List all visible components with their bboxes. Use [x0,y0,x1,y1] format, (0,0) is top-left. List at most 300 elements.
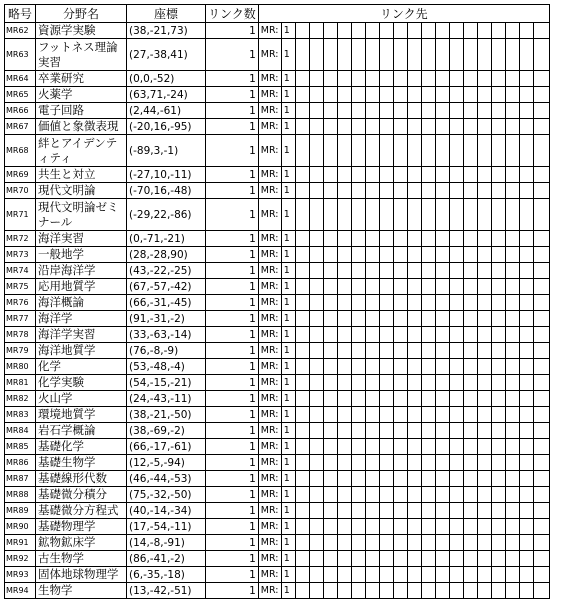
empty-link-cell [519,359,533,375]
empty-link-cell [393,503,407,519]
empty-link-cell [533,311,549,327]
empty-link-cell [337,439,351,455]
coordinate-cell: (38,-69,-2) [127,423,206,439]
empty-link-cell [309,231,323,247]
empty-link-cell [421,279,435,295]
empty-link-cell [491,311,505,327]
empty-link-cell [309,407,323,423]
empty-link-cell [323,503,337,519]
empty-link-cell [337,311,351,327]
field-name-cell: 基礎化学 [36,439,127,455]
empty-link-cell [351,279,365,295]
empty-link-cell [477,295,491,311]
empty-link-cell [463,279,477,295]
link-count-cell: 1 [206,535,259,551]
empty-link-cell [421,407,435,423]
header-field: 分野名 [36,5,127,23]
link-count-cell: 1 [206,455,259,471]
empty-link-cell [421,311,435,327]
empty-link-cell [365,439,379,455]
empty-link-cell [519,263,533,279]
empty-link-cell [435,231,449,247]
empty-link-cell [519,327,533,343]
table-row [5,167,550,183]
empty-link-cell [365,23,379,39]
link-count-cell: 1 [206,199,259,231]
empty-link-cell [407,439,421,455]
empty-link-cell [435,135,449,167]
empty-link-cell [407,167,421,183]
empty-link-cell [491,167,505,183]
table-row [5,535,550,551]
empty-link-cell [421,231,435,247]
empty-link-cell [323,391,337,407]
empty-link-cell [435,87,449,103]
link-value-cell: 1 [281,247,295,263]
field-name-cell: 海洋学 [36,311,127,327]
empty-link-cell [477,103,491,119]
empty-link-cell [435,167,449,183]
empty-link-cell [295,247,309,263]
empty-link-cell [351,135,365,167]
empty-link-cell [323,327,337,343]
empty-link-cell [337,295,351,311]
empty-link-cell [491,87,505,103]
empty-link-cell [379,199,393,231]
empty-link-cell [337,263,351,279]
empty-link-cell [393,375,407,391]
empty-link-cell [505,135,519,167]
empty-link-cell [337,375,351,391]
empty-link-cell [435,423,449,439]
empty-link-cell [309,567,323,583]
empty-link-cell [435,375,449,391]
empty-link-cell [505,231,519,247]
empty-link-cell [435,487,449,503]
empty-link-cell [533,231,549,247]
empty-link-cell [477,23,491,39]
coordinate-cell: (-70,16,-48) [127,183,206,199]
empty-link-cell [337,199,351,231]
link-prefix-cell: MR: [258,295,281,311]
link-prefix-cell: MR: [258,135,281,167]
empty-link-cell [491,23,505,39]
empty-link-cell [323,583,337,599]
empty-link-cell [505,423,519,439]
empty-link-cell [407,135,421,167]
empty-link-cell [309,247,323,263]
link-value-cell: 1 [281,183,295,199]
link-count-cell: 1 [206,327,259,343]
link-count-cell: 1 [206,183,259,199]
empty-link-cell [421,487,435,503]
field-name-cell: 固体地球物理学 [36,567,127,583]
empty-link-cell [295,39,309,71]
empty-link-cell [365,583,379,599]
empty-link-cell [421,375,435,391]
table-row [5,343,550,359]
empty-link-cell [491,295,505,311]
code-cell: MR81 [5,375,36,391]
empty-link-cell [407,535,421,551]
empty-link-cell [477,311,491,327]
empty-link-cell [309,583,323,599]
empty-link-cell [379,119,393,135]
empty-link-cell [449,391,463,407]
empty-link-cell [421,135,435,167]
empty-link-cell [309,503,323,519]
empty-link-cell [519,455,533,471]
empty-link-cell [449,263,463,279]
link-value-cell: 1 [281,375,295,391]
coordinate-cell: (6,-35,-18) [127,567,206,583]
empty-link-cell [463,583,477,599]
link-count-cell: 1 [206,439,259,455]
header-coords: 座標 [127,5,206,23]
header-abbr: 略号 [5,5,36,23]
empty-link-cell [435,71,449,87]
code-cell: MR66 [5,103,36,119]
link-prefix-cell: MR: [258,39,281,71]
empty-link-cell [379,295,393,311]
table-row [5,103,550,119]
code-cell: MR78 [5,327,36,343]
code-cell: MR90 [5,519,36,535]
field-name-cell: 海洋実習 [36,231,127,247]
table-row [5,359,550,375]
coordinate-cell: (54,-15,-21) [127,375,206,391]
empty-link-cell [379,535,393,551]
link-count-cell: 1 [206,263,259,279]
empty-link-cell [491,471,505,487]
empty-link-cell [407,231,421,247]
empty-link-cell [365,87,379,103]
empty-link-cell [421,199,435,231]
empty-link-cell [533,295,549,311]
empty-link-cell [463,263,477,279]
empty-link-cell [505,39,519,71]
header-links: リンク先 [258,5,549,23]
empty-link-cell [533,391,549,407]
empty-link-cell [449,103,463,119]
empty-link-cell [435,343,449,359]
coordinate-cell: (86,-41,-2) [127,551,206,567]
coordinate-cell: (0,-71,-21) [127,231,206,247]
empty-link-cell [309,39,323,71]
empty-link-cell [337,503,351,519]
empty-link-cell [421,567,435,583]
empty-link-cell [463,439,477,455]
link-prefix-cell: MR: [258,519,281,535]
empty-link-cell [295,567,309,583]
link-count-cell: 1 [206,167,259,183]
table-row [5,247,550,263]
empty-link-cell [365,535,379,551]
empty-link-cell [295,519,309,535]
empty-link-cell [435,359,449,375]
empty-link-cell [309,311,323,327]
code-cell: MR68 [5,135,36,167]
empty-link-cell [491,135,505,167]
empty-link-cell [393,87,407,103]
empty-link-cell [477,183,491,199]
empty-link-cell [477,471,491,487]
field-name-cell: 基礎物理学 [36,519,127,535]
empty-link-cell [295,471,309,487]
empty-link-cell [407,39,421,71]
empty-link-cell [351,583,365,599]
empty-link-cell [365,167,379,183]
link-value-cell: 1 [281,471,295,487]
empty-link-cell [295,391,309,407]
empty-link-cell [323,375,337,391]
empty-link-cell [379,231,393,247]
empty-link-cell [379,183,393,199]
empty-link-cell [295,487,309,503]
empty-link-cell [337,359,351,375]
link-value-cell: 1 [281,519,295,535]
empty-link-cell [533,407,549,423]
empty-link-cell [449,567,463,583]
empty-link-cell [435,39,449,71]
empty-link-cell [337,487,351,503]
empty-link-cell [407,503,421,519]
empty-link-cell [449,519,463,535]
empty-link-cell [463,471,477,487]
link-value-cell: 1 [281,135,295,167]
link-count-cell: 1 [206,407,259,423]
empty-link-cell [393,71,407,87]
empty-link-cell [393,231,407,247]
link-count-cell: 1 [206,503,259,519]
link-prefix-cell: MR: [258,423,281,439]
empty-link-cell [365,135,379,167]
empty-link-cell [309,391,323,407]
empty-link-cell [505,503,519,519]
empty-link-cell [351,23,365,39]
empty-link-cell [491,503,505,519]
empty-link-cell [309,71,323,87]
coordinate-cell: (67,-57,-42) [127,279,206,295]
table-row [5,231,550,247]
empty-link-cell [491,455,505,471]
empty-link-cell [393,439,407,455]
link-count-cell: 1 [206,279,259,295]
empty-link-cell [393,183,407,199]
empty-link-cell [519,551,533,567]
table-row [5,583,550,599]
link-count-cell: 1 [206,551,259,567]
link-value-cell: 1 [281,39,295,71]
link-prefix-cell: MR: [258,247,281,263]
empty-link-cell [323,23,337,39]
empty-link-cell [309,183,323,199]
link-count-cell: 1 [206,311,259,327]
empty-link-cell [505,311,519,327]
empty-link-cell [463,519,477,535]
table-row [5,119,550,135]
empty-link-cell [351,231,365,247]
empty-link-cell [323,183,337,199]
empty-link-cell [449,327,463,343]
empty-link-cell [421,551,435,567]
empty-link-cell [477,135,491,167]
empty-link-cell [393,407,407,423]
empty-link-cell [463,375,477,391]
link-count-cell: 1 [206,583,259,599]
empty-link-cell [379,551,393,567]
empty-link-cell [519,279,533,295]
empty-link-cell [491,39,505,71]
empty-link-cell [351,503,365,519]
code-cell: MR63 [5,39,36,71]
empty-link-cell [477,119,491,135]
header-row [5,5,550,23]
empty-link-cell [351,423,365,439]
empty-link-cell [533,567,549,583]
empty-link-cell [309,167,323,183]
empty-link-cell [351,343,365,359]
coordinate-cell: (2,44,-61) [127,103,206,119]
empty-link-cell [519,567,533,583]
code-cell: MR77 [5,311,36,327]
empty-link-cell [365,263,379,279]
empty-link-cell [393,327,407,343]
empty-link-cell [337,583,351,599]
empty-link-cell [379,359,393,375]
empty-link-cell [323,71,337,87]
empty-link-cell [337,119,351,135]
empty-link-cell [365,455,379,471]
empty-link-cell [295,375,309,391]
empty-link-cell [491,279,505,295]
field-name-cell: 古生物学 [36,551,127,567]
link-prefix-cell: MR: [258,583,281,599]
empty-link-cell [421,535,435,551]
empty-link-cell [533,103,549,119]
empty-link-cell [351,119,365,135]
empty-link-cell [337,135,351,167]
empty-link-cell [491,359,505,375]
empty-link-cell [449,279,463,295]
empty-link-cell [421,391,435,407]
empty-link-cell [337,247,351,263]
empty-link-cell [323,311,337,327]
empty-link-cell [477,455,491,471]
empty-link-cell [379,279,393,295]
empty-link-cell [477,39,491,71]
empty-link-cell [505,487,519,503]
empty-link-cell [351,263,365,279]
empty-link-cell [295,23,309,39]
empty-link-cell [463,295,477,311]
empty-link-cell [505,343,519,359]
empty-link-cell [393,551,407,567]
field-name-cell: 現代文明論 [36,183,127,199]
empty-link-cell [351,551,365,567]
empty-link-cell [309,455,323,471]
empty-link-cell [519,439,533,455]
empty-link-cell [379,487,393,503]
link-value-cell: 1 [281,87,295,103]
empty-link-cell [393,471,407,487]
empty-link-cell [407,87,421,103]
empty-link-cell [491,423,505,439]
empty-link-cell [435,119,449,135]
link-value-cell: 1 [281,103,295,119]
empty-link-cell [505,103,519,119]
empty-link-cell [407,199,421,231]
empty-link-cell [351,391,365,407]
link-value-cell: 1 [281,439,295,455]
empty-link-cell [491,199,505,231]
field-name-cell: 化学 [36,359,127,375]
coordinate-cell: (27,-38,41) [127,39,206,71]
coordinate-cell: (66,-17,-61) [127,439,206,455]
coordinate-cell: (46,-44,-53) [127,471,206,487]
field-name-cell: 基礎生物学 [36,455,127,471]
empty-link-cell [449,231,463,247]
empty-link-cell [351,295,365,311]
code-cell: MR89 [5,503,36,519]
empty-link-cell [421,423,435,439]
empty-link-cell [351,311,365,327]
empty-link-cell [351,167,365,183]
empty-link-cell [491,71,505,87]
empty-link-cell [421,439,435,455]
empty-link-cell [337,103,351,119]
empty-link-cell [463,135,477,167]
code-cell: MR86 [5,455,36,471]
empty-link-cell [351,71,365,87]
empty-link-cell [463,327,477,343]
empty-link-cell [379,135,393,167]
empty-link-cell [463,199,477,231]
code-cell: MR74 [5,263,36,279]
empty-link-cell [519,391,533,407]
empty-link-cell [365,487,379,503]
empty-link-cell [491,247,505,263]
empty-link-cell [477,535,491,551]
empty-link-cell [477,231,491,247]
empty-link-cell [295,423,309,439]
field-name-cell: フットネス理論実習 [36,39,127,71]
empty-link-cell [421,247,435,263]
empty-link-cell [505,375,519,391]
empty-link-cell [309,551,323,567]
empty-link-cell [477,503,491,519]
empty-link-cell [295,103,309,119]
empty-link-cell [435,103,449,119]
link-count-cell: 1 [206,375,259,391]
link-prefix-cell: MR: [258,199,281,231]
empty-link-cell [519,519,533,535]
empty-link-cell [407,183,421,199]
link-value-cell: 1 [281,423,295,439]
empty-link-cell [337,231,351,247]
empty-link-cell [519,183,533,199]
empty-link-cell [365,343,379,359]
field-name-cell: 沿岸海洋学 [36,263,127,279]
code-cell: MR62 [5,23,36,39]
empty-link-cell [505,167,519,183]
empty-link-cell [295,583,309,599]
empty-link-cell [295,167,309,183]
empty-link-cell [337,183,351,199]
empty-link-cell [519,535,533,551]
empty-link-cell [491,183,505,199]
coordinate-cell: (63,71,-24) [127,87,206,103]
